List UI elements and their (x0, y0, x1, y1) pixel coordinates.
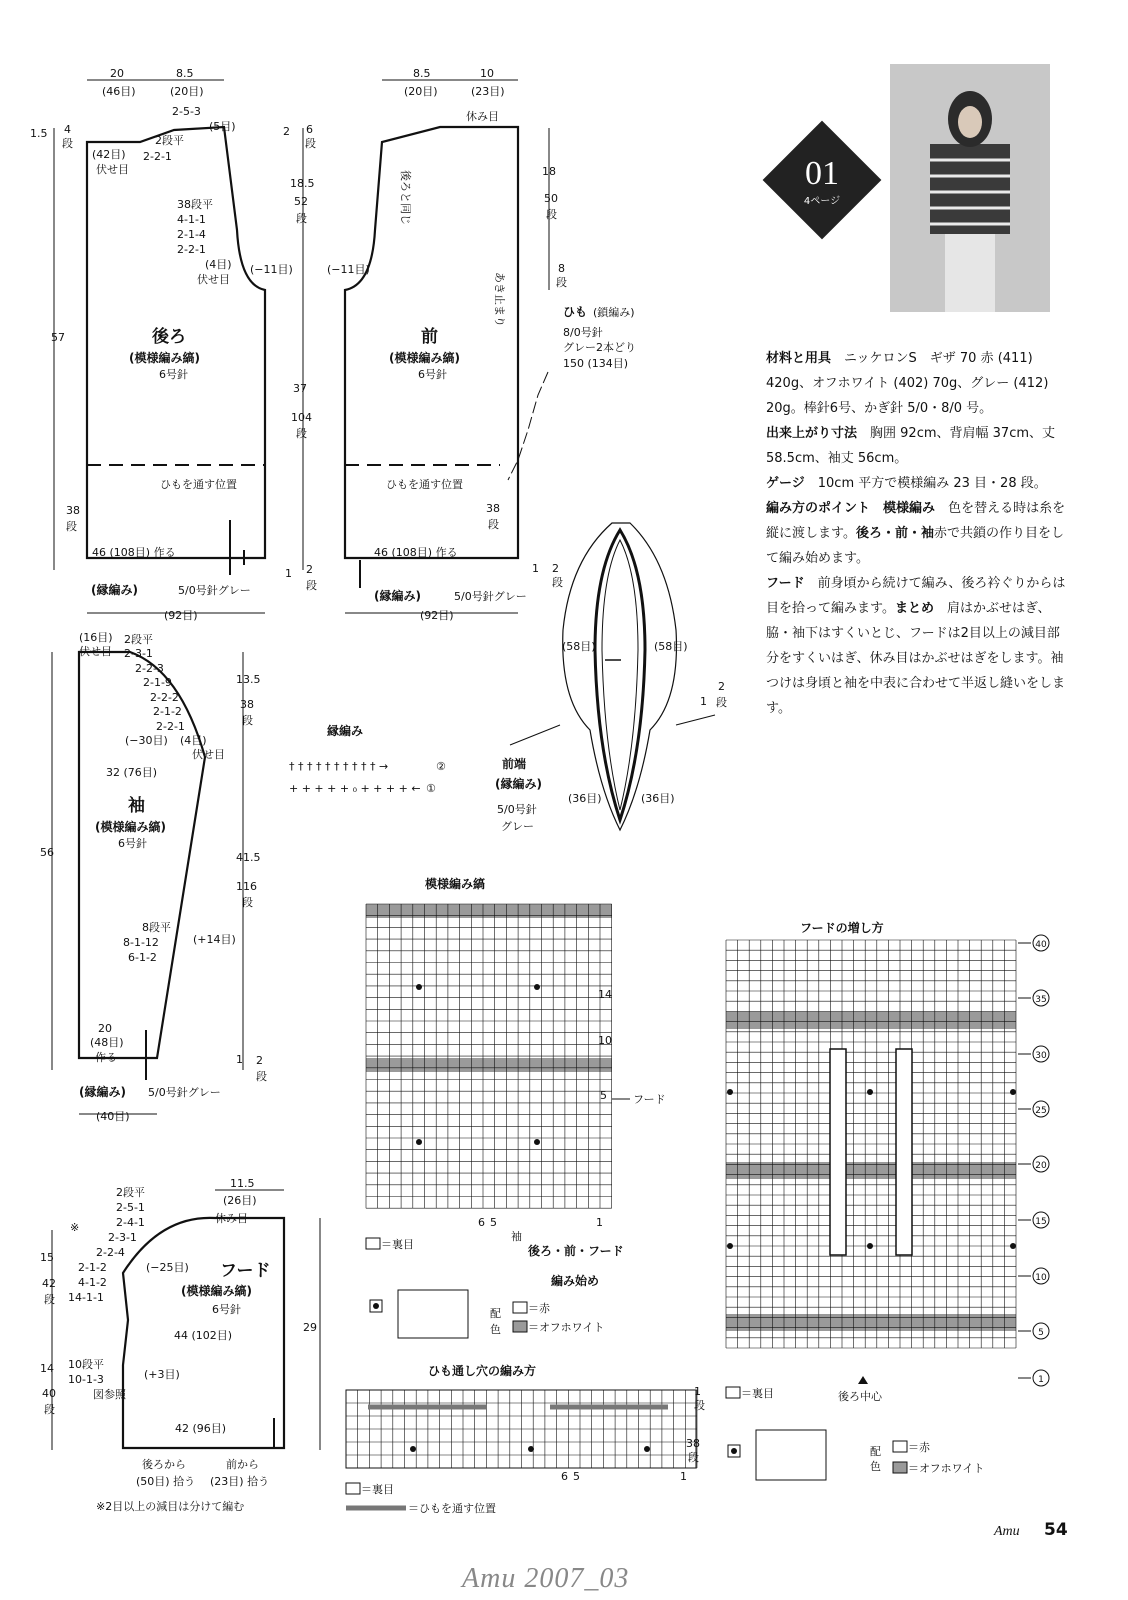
back-left-h-rows: 4 (64, 123, 71, 136)
sleeve-r2-rows: 116 (236, 880, 257, 893)
hood-curve-5: 2-1-2 (78, 1261, 107, 1274)
model-photo-sketch (890, 64, 1050, 312)
hood-curve-7: 14-1-1 (68, 1291, 104, 1304)
hood-row-label: 20 (1035, 1161, 1047, 1171)
sleeve-edge: (縁編み) (79, 1085, 126, 1099)
hole-grid-bobble (644, 1446, 650, 1452)
back-arm-0: 38段平 (177, 198, 213, 211)
hood-bottom: 42 (96目) (175, 1422, 227, 1435)
front-r2-rows: 段 (556, 276, 567, 289)
back-arm-5: 伏せ目 (197, 273, 230, 286)
hood-center: 後ろ中心 (838, 1390, 882, 1403)
pattern-legend-red: ＝赤 (528, 1302, 550, 1315)
bodies-text: 赤で共鎖の作り目をして編み始めます。 (766, 526, 1064, 566)
sleeve-outline (79, 652, 205, 1058)
front-r2: 8 (558, 262, 565, 275)
hood-piece (40, 1177, 320, 1513)
hood-front-outer (563, 523, 677, 830)
hood-curve-3: 2-3-1 (108, 1231, 137, 1244)
pattern-legend-purl-box (366, 1238, 380, 1249)
sleeve-cap-5: 2-1-2 (153, 705, 182, 718)
hood-gap-right (896, 1049, 912, 1255)
materials-paragraph (766, 346, 1066, 421)
hood-inc-0: 10段平 (68, 1358, 104, 1371)
hood-grid-bobble (1010, 1089, 1016, 1095)
back-r-mid-rows2: 段 (296, 212, 307, 225)
hood-l2-rows2: 段 (44, 1403, 55, 1416)
sleeve-dec: (−30目) (125, 734, 168, 747)
sleeve-cap-0: 2段平 (124, 633, 153, 646)
hood-l2: 14 (40, 1362, 54, 1375)
back-edge-needle: 5/0号針グレー (178, 584, 251, 597)
front-r-bot-rows2: 段 (488, 518, 499, 531)
pattern-hood-label: フード (633, 1093, 666, 1106)
sleeve-inc-1: 8-1-12 (123, 936, 159, 949)
hood-legend-purl: ＝裏目 (741, 1387, 774, 1400)
hood-curve-6: 4-1-2 (78, 1276, 107, 1289)
hood-curve-1: 2-5-1 (116, 1201, 145, 1214)
pattern-legend-mini-chart (398, 1290, 468, 1338)
front-open-end: あき止まり (493, 272, 506, 327)
pattern-body: 後ろ・前・フード (528, 1244, 624, 1258)
pattern-row-10: 10 (598, 1034, 612, 1047)
back-r-bot: 1 (285, 567, 292, 580)
back-dec: (−11目) (250, 263, 293, 276)
sleeve-cap-8: 伏せ目 (192, 748, 225, 761)
front-r-bot3: 段 (552, 576, 563, 589)
watermark: Amu 2007_03 (462, 1563, 630, 1594)
sleeve-r2: 41.5 (236, 851, 261, 864)
front-top-b-st: (23目) (471, 85, 505, 98)
hood-grid-bobble (867, 1243, 873, 1249)
back-l-bot-rows: 38 (66, 504, 80, 517)
sleeve-width: 32 (76目) (106, 766, 158, 779)
front-hole-pos: ひもを通す位置 (386, 478, 463, 491)
pattern-grid (366, 904, 612, 1208)
hood-grid-bobble (727, 1243, 733, 1249)
front-rest: 休み目 (466, 110, 499, 123)
back-hole-pos: ひもを通す位置 (160, 478, 237, 491)
sleeve-cast3: 作る (95, 1051, 117, 1064)
hood-title: フード (220, 1261, 271, 1281)
back-top-b-st: (20目) (170, 85, 204, 98)
back-left-h: 1.5 (30, 127, 48, 140)
hood-mark: ※ (70, 1221, 80, 1234)
back-sub: (模様編み縞) (129, 351, 200, 365)
hood-legend-purl-box (726, 1387, 740, 1398)
hood-front-r1: 1 (700, 695, 707, 708)
pattern-legend-color-title-b: 色 (490, 1323, 501, 1336)
edging-row2: ② (436, 760, 446, 773)
hood-l1-rows: 42 (42, 1277, 56, 1290)
pattern-row-14: 14 (598, 988, 612, 1001)
hood-band-1 (726, 1012, 1016, 1029)
front-edge-needle: 5/0号針グレー (454, 590, 527, 603)
hood-paragraph (766, 571, 1066, 721)
hood-front-s36b: (36目) (641, 792, 675, 805)
hood-front-view (510, 523, 727, 830)
back-r-bot-rows2: 段 (306, 579, 317, 592)
hood-note: ※2目以上の減目は分けて編む (96, 1500, 245, 1513)
hood-curve-4: 2-2-4 (96, 1246, 125, 1259)
hood-needle: 6号針 (212, 1303, 241, 1316)
hood-row-label: 35 (1035, 995, 1047, 1005)
hood-curve-2: 2-4-1 (116, 1216, 145, 1229)
hole-col-5: 5 (573, 1470, 580, 1483)
hood-legend-white: ＝オフホワイト (908, 1462, 985, 1475)
pattern-sleeve: 袖 (511, 1230, 522, 1243)
hood-chart (726, 920, 1049, 1480)
front-r-bot2: 2 (552, 562, 559, 575)
front-top-a-st: (20目) (404, 85, 438, 98)
sleeve-cap-4: 2-2-2 (150, 691, 179, 704)
front-needle: 6号針 (418, 368, 447, 381)
hole-legend-purl: ＝裏目 (361, 1483, 394, 1496)
back-r-low-rows: 104 (291, 411, 312, 424)
materials-heading: 材料と用具 (766, 351, 832, 366)
hood-legend-red: ＝赤 (908, 1441, 930, 1454)
back-neck1: 2段平 (155, 134, 184, 147)
hole-col-6: 6 (561, 1470, 568, 1483)
edging-front-needle: 5/0号針 (497, 803, 537, 816)
pattern-grid-bobble (416, 984, 422, 990)
front-top-b: 10 (480, 67, 494, 80)
sleeve-r1-rows2: 段 (242, 714, 253, 727)
pattern-grid-bobble (416, 1139, 422, 1145)
hole-row-bot: 38 (686, 1437, 700, 1450)
edging-row2-symbols: † † † † † † † † † † → (289, 760, 389, 773)
sleeve-r1: 13.5 (236, 673, 261, 686)
sleeve-cap-6: 2-2-1 (156, 720, 185, 733)
page-number: 54 (1044, 1520, 1068, 1540)
points-paragraph (766, 496, 1066, 571)
hole-row-top2: 段 (694, 1399, 705, 1412)
back-cast-on: 46 (108目) 作る (92, 546, 176, 559)
hood-heading: フード (766, 576, 805, 591)
pattern-text: 色を替える時は糸を縦に渡します。 (766, 501, 1066, 541)
back-r-mid-rows: 52 (294, 195, 308, 208)
sleeve-inc-0: 8段平 (142, 921, 171, 934)
front-r1-rows2: 段 (546, 208, 557, 221)
pattern-band-mid (366, 1058, 612, 1072)
edging-row1: ① (426, 782, 436, 795)
back-r-low-rows2: 段 (296, 427, 307, 440)
sleeve-l-total: 56 (40, 846, 54, 859)
hood-l1-rows2: 段 (44, 1293, 55, 1306)
cord-l3: 150 (134目) (563, 357, 629, 370)
sleeve-r2-rows2: 段 (242, 896, 253, 909)
hood-row-label: 1 (1038, 1375, 1044, 1385)
pattern-start: 編み始め (551, 1274, 600, 1288)
front-r1-rows: 50 (544, 192, 558, 205)
back-title: 後ろ (152, 327, 186, 347)
hood-rest: 休み目 (215, 1212, 248, 1225)
front-r1: 18 (542, 165, 556, 178)
sleeve-r3-rows: 2 (256, 1054, 263, 1067)
back-arm-2: 2-1-4 (177, 228, 206, 241)
pattern-col-5: 5 (490, 1216, 497, 1229)
sleeve-r1-rows: 38 (240, 698, 254, 711)
sleeve-cast1: 20 (98, 1022, 112, 1035)
edging-front-sub: (縁編み) (495, 777, 542, 791)
hole-legend-line: ＝ひもを通す位置 (408, 1502, 496, 1515)
hood-legend-color-title-b: 色 (870, 1460, 881, 1473)
size-paragraph (766, 421, 1066, 471)
cord-title: ひも (563, 305, 588, 319)
back-bottom-st: (92目) (164, 609, 198, 622)
sleeve-cap-1: 2-3-1 (124, 647, 153, 660)
hood-width: 44 (102目) (174, 1329, 233, 1342)
edging-front-title: 前端 (502, 757, 527, 771)
back-shoulder-st: (5目) (209, 120, 236, 133)
hood-grid (726, 940, 1016, 1348)
back-l-bot-rows2: 段 (66, 520, 77, 533)
pattern-chart (366, 876, 666, 1338)
pattern-legend-purl: ＝裏目 (381, 1238, 414, 1251)
hood-front-s58b: (58目) (654, 640, 688, 653)
hood-text: 前身頃から続けて編み、後ろ衿ぐりからは目を拾って編みます。 (766, 576, 1066, 616)
hole-row-bot2: 段 (688, 1451, 699, 1464)
hood-sub: (模様編み縞) (181, 1284, 252, 1298)
gauge-text: 10cm 平方で模様編み 23 目・28 段。 (817, 476, 1047, 491)
hood-front-s36a: (36目) (568, 792, 602, 805)
back-arm-1: 4-1-1 (177, 213, 206, 226)
hood-legend-red-box (893, 1441, 907, 1452)
sleeve-r3: 1 (236, 1053, 243, 1066)
hole-chart (346, 1363, 705, 1515)
front-bottom-st: (92目) (420, 609, 454, 622)
hood-curve-0: 2段平 (116, 1186, 145, 1199)
pattern-number: 01 (805, 155, 839, 192)
hood-gap-left (830, 1049, 846, 1255)
gauge-paragraph (766, 471, 1066, 496)
sleeve-cap-3: 2-1-9 (143, 676, 172, 689)
hood-grid-bobble (727, 1089, 733, 1095)
back-arm-3: 2-2-1 (177, 243, 206, 256)
pattern-col-6: 6 (478, 1216, 485, 1229)
sleeve-top2: 伏せ目 (79, 645, 112, 658)
pattern-legend-color-title-a: 配 (490, 1307, 501, 1320)
model-photo (890, 64, 1050, 312)
hood-legend-white-box (893, 1462, 907, 1473)
hood-l1: 15 (40, 1251, 54, 1264)
sleeve-inc-2: 6-1-2 (128, 951, 157, 964)
front-dec: (−11目) (327, 263, 370, 276)
size-heading: 出来上がり寸法 (766, 426, 858, 441)
back-top-a: 20 (110, 67, 124, 80)
hood-chart-title: フードの増し方 (800, 921, 884, 935)
hole-chart-title: ひも通し穴の編み方 (428, 1364, 537, 1378)
back-needle: 6号針 (159, 368, 188, 381)
sleeve-title: 袖 (128, 796, 145, 816)
sleeve-needle: 6号針 (118, 837, 147, 850)
sleeve-piece (40, 631, 267, 1123)
hood-inc-1: 10-1-3 (68, 1373, 104, 1386)
back-top-b: 8.5 (176, 67, 194, 80)
hood-row-label: 5 (1038, 1328, 1044, 1338)
hood-pick1: 後ろから (142, 1458, 186, 1471)
hood-pick2b: (23目) 拾う (210, 1475, 270, 1488)
back-r-top-rows2: 段 (305, 137, 316, 150)
gauge-heading: ゲージ (766, 476, 805, 491)
back-left-h-rows2: 段 (62, 137, 73, 150)
hood-legend-mini-chart (756, 1430, 826, 1480)
back-arm-4: (4目) (205, 258, 232, 271)
back-r-low: 37 (293, 382, 307, 395)
front-edge: (縁編み) (374, 589, 421, 603)
back-top-a-st: (46目) (102, 85, 136, 98)
hole-col-1: 1 (680, 1470, 687, 1483)
pattern-chart-title: 模様編み縞 (425, 877, 486, 891)
hood-row-label: 10 (1035, 1273, 1047, 1283)
hood-band-3 (726, 1314, 1016, 1331)
finish-text: 肩はかぶせはぎ、脇・袖下はすくいとじ、フードは2目以上の減目部分をすくいはぎ、休み目はかぶせはぎをします。袖つけは身頃と袖を中表に合わせて半返し縫いをします。 (766, 601, 1066, 716)
sleeve-cast2: (48目) (90, 1036, 124, 1049)
cord-line (508, 372, 548, 480)
hood-grid-bobble (867, 1089, 873, 1095)
back-r-top: 2 (283, 125, 290, 138)
hood-row-label: 25 (1035, 1106, 1047, 1116)
front-piece (327, 67, 567, 622)
bodies-heading: 後ろ・前・袖 (855, 526, 934, 541)
pattern-legend-bobble-icon (373, 1303, 379, 1309)
back-neck2: 2-2-1 (143, 150, 172, 163)
size-text: 胸囲 92cm、背肩幅 37cm、丈 58.5cm、袖丈 56cm。 (766, 426, 1056, 466)
back-r-top-rows: 6 (306, 123, 313, 136)
sleeve-inc-total: (+14目) (193, 933, 236, 946)
hood-top-st: (26目) (223, 1194, 257, 1207)
edging-row1-symbols: + + + + + ₀ + + + + ← (289, 782, 421, 795)
hood-pick1b: (50目) 拾う (136, 1475, 196, 1488)
front-cast-on: 46 (108目) 作る (374, 546, 458, 559)
back-r-mid: 18.5 (290, 177, 315, 190)
back-edge: (縁編み) (91, 583, 138, 597)
hood-r-total: 29 (303, 1321, 317, 1334)
instructions (766, 346, 1066, 721)
back-shoulder: 2-5-3 (172, 105, 201, 118)
hood-center-marker (858, 1376, 868, 1384)
sleeve-cap-2: 2-2-3 (135, 662, 164, 675)
pattern-page-ref: 4ページ (803, 196, 841, 207)
finish-heading: まとめ (894, 601, 934, 616)
pattern-col-1: 1 (596, 1216, 603, 1229)
edging-front-color: グレー (501, 820, 534, 833)
pattern-legend-red-box (513, 1302, 527, 1313)
edging-symbols (289, 723, 542, 833)
cord-l1: 8/0号針 (563, 326, 603, 339)
cord (508, 305, 636, 480)
sleeve-bottom-st: (40目) (96, 1110, 130, 1123)
hole-legend-purl-box (346, 1483, 360, 1494)
materials-text: ニッケロンS ギザ 70 赤 (411) 420g、オフホワイト (402) 70g、グレー (412) 20g。棒針6号、かぎ針 5/0・8/0 号。 (766, 351, 1049, 416)
pattern-badge (762, 120, 882, 240)
hood-front-r2: 2 (718, 680, 725, 693)
hood-row-label: 30 (1035, 1051, 1047, 1061)
hood-grid-bobble (1010, 1243, 1016, 1249)
pattern-legend-white: ＝オフホワイト (528, 1321, 605, 1334)
pattern-row-5: 5 (600, 1089, 607, 1102)
hood-row-label: 40 (1035, 940, 1047, 950)
hood-l2-rows: 40 (42, 1387, 56, 1400)
sleeve-top1: (16目) (79, 631, 113, 644)
hole-grid-bobble (528, 1446, 534, 1452)
hood-front-shoulders (510, 715, 715, 745)
front-r-bot-rows: 38 (486, 502, 500, 515)
pattern-grid-bobble (534, 984, 540, 990)
points-heading: 編み方のポイント (766, 501, 871, 516)
edging-title: 縁編み (327, 724, 364, 738)
front-same: 後ろと同じ (399, 170, 412, 225)
magazine-name: Amu (994, 1524, 1020, 1539)
front-top-a: 8.5 (413, 67, 431, 80)
pattern-grid-bobble (534, 1139, 540, 1145)
cord-sub: (鎖編み) (593, 306, 635, 319)
back-neck-bo2: 伏せ目 (96, 163, 129, 176)
hood-dec: (−25目) (146, 1261, 189, 1274)
sleeve-r3-rows2: 段 (256, 1070, 267, 1083)
back-l-total: 57 (51, 331, 65, 344)
hood-front-s58a: (58目) (562, 640, 596, 653)
hood-inc-total: (+3目) (144, 1368, 180, 1381)
sleeve-edge-needle: 5/0号針グレー (148, 1086, 221, 1099)
back-neck-bo: (42目) (92, 148, 126, 161)
front-sub: (模様編み縞) (389, 351, 460, 365)
sleeve-cap-7: (4目) (180, 734, 207, 747)
hood-inc-2: 図参照 (93, 1388, 126, 1401)
front-title: 前 (421, 327, 438, 347)
hood-front-r3: 段 (716, 696, 727, 709)
pattern-legend-white-box (513, 1321, 527, 1332)
back-r-bot-rows: 2 (306, 563, 313, 576)
hood-row-labels (1018, 935, 1049, 1386)
hood-legend-bobble-icon (731, 1448, 737, 1454)
hole-grid-bobble (410, 1446, 416, 1452)
hole-row-top: 1 (694, 1385, 701, 1398)
hood-row-label: 15 (1035, 1217, 1047, 1227)
front-r-bot: 1 (532, 562, 539, 575)
hood-top: 11.5 (230, 1177, 255, 1190)
cord-l2: グレー2本どり (563, 341, 636, 354)
pattern-heading: 模様編み (883, 501, 936, 516)
back-piece (30, 67, 317, 622)
hood-legend-color-title-a: 配 (870, 1445, 881, 1458)
hood-pick2: 前から (226, 1458, 259, 1471)
sleeve-sub: (模様編み縞) (95, 820, 166, 834)
